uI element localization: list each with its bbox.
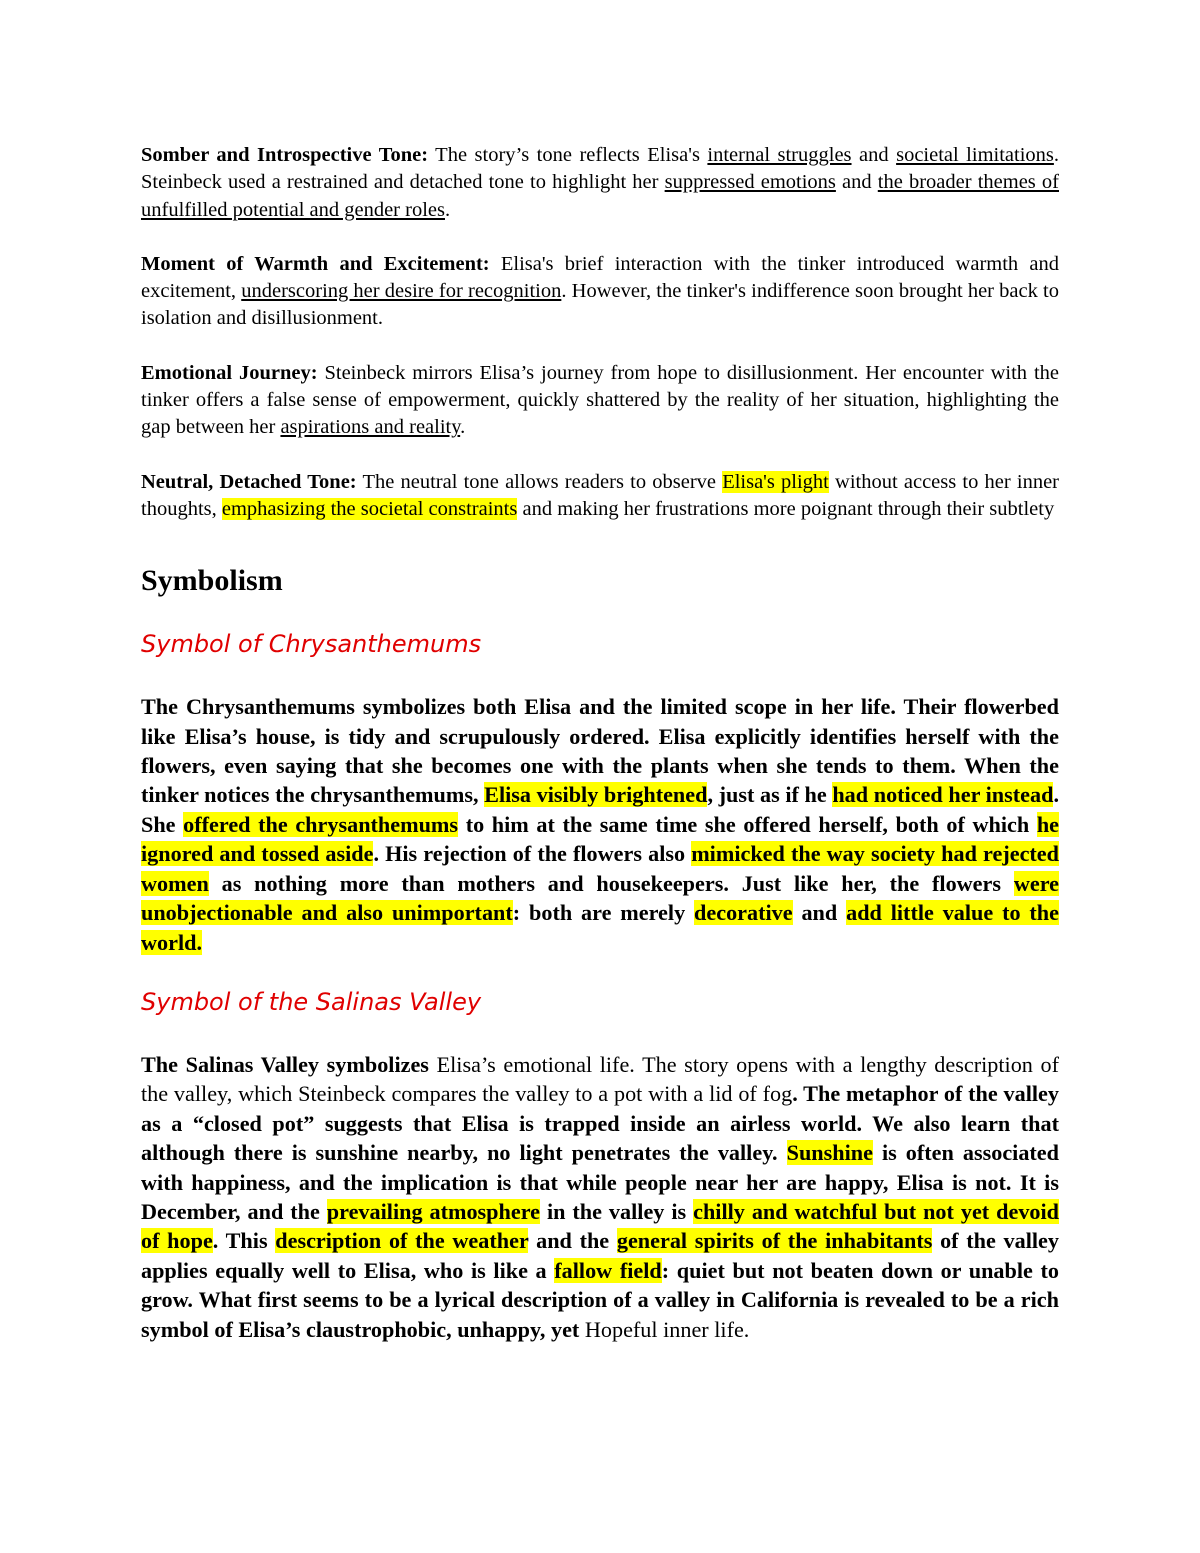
paragraph-emotional-journey: Emotional Journey: Steinbeck mirrors Elisa’s journey from hope to disillusionment. Her encounter with the tinker offers a false sense of empowerment, quickly shattered by the reality of her situation, highlighting the gap between her aspirations and reality. [141,361,1059,439]
highlighted-phrase: prevailing atmosphere [326,1198,541,1224]
term-label: Neutral, Detached Tone: [141,470,357,493]
highlighted-phrase: emphasizing the societal constraints [221,497,518,520]
paragraph-salinas-valley: The Salinas Valley symbolizes Elisa’s emotional life. The story opens with a lengthy description of the valley, which Steinbeck compares the valley to a pot with a lid of fog. The metaphor of the valley as a “closed pot” suggests that Elisa is trapped inside an airless world. We also learn that although there is sunshine nearby, no light penetrates the valley. Sunshine is often associated with happiness, and the implication is that while people near her are happy, Elisa is not. It is December, and the prevailing atmosphere in the valley is chilly and watchful but not yet devoid of hope. This description of the weather and the general spirits of the inhabitants of the valley applies equally well to Elisa, who is like a fallow field: quiet but not beaten down or unable to grow. What first seems to be a lyrical description of a valley in California is revealed to be a rich symbol of Elisa’s claustrophobic, unhappy, yet Hopeful inner life. [141,1051,1060,1342]
highlighted-phrase: Elisa's plight [722,470,829,493]
underlined-phrase: the broader themes of unfulfilled potential and gender roles [141,171,1059,221]
document-body [141,142,1059,1344]
term-label: Emotional Journey: [141,361,318,384]
highlighted-phrase: general spirits of the inhabitants [616,1228,933,1254]
highlighted-phrase: Elisa visibly brightened [484,782,708,808]
underlined-phrase: societal limitations [896,144,1054,166]
underlined-phrase: internal struggles [707,144,852,166]
highlighted-phrase: he ignored and tossed aside [141,811,1059,867]
term-label: Somber and Introspective Tone: [141,144,429,166]
highlighted-phrase: fallow field [554,1257,662,1283]
highlighted-phrase: chilly and watchful but not yet devoid of hope [141,1198,1060,1254]
paragraph-chrysanthemums: The Chrysanthemums symbolizes both Elisa and the limited scope in her life. Their flowerbed like Elisa’s house, is tidy and scrupulously ordered. Elisa explicitly identifies herself with the flowers, even saying that she becomes one with the plants when she tends to them. When the tinker notices the chrysanthemums, Elisa visibly brightened, just as if he had noticed her instead. She offered the chrysanthemums to him at the same time she offered herself, both of which he ignored and tossed aside. His rejection of the flowers also mimicked the way society had rejected women as nothing more than mothers and housekeepers. Just like her, the flowers were unobjectionable and also unimportant: both are merely decorative and add little value to the world. [141,694,1059,955]
highlighted-phrase: decorative [694,900,793,926]
highlighted-phrase: add little value to the world. [141,900,1059,955]
underlined-phrase: suppressed emotions [664,171,836,194]
highlighted-phrase: had noticed her instead [832,782,1054,808]
paragraph-warmth: Moment of Warmth and Excitement: Elisa's brief interaction with the tinker introduced warmth and excitement, underscoring her desire for recognition. However, the tinker's indifference soon brought her back to isolation and disillusionment. [141,252,1059,330]
term-label: Moment of Warmth and Excitement: [141,252,490,275]
highlighted-phrase: offered the chrysanthemums [183,811,459,837]
paragraph-somber-tone: Somber and Introspective Tone: The story’s tone reflects Elisa's internal struggles and societal limitations. Steinbeck used a restrained and detached tone to highlight her suppressed emotions and the broader themes of unfulfilled potential and gender roles. [141,144,1060,221]
highlighted-phrase: Sunshine [786,1140,873,1166]
section-heading-symbolism: Symbolism [141,564,283,598]
highlighted-phrase: description of the weather [275,1228,529,1254]
underlined-phrase: aspirations and reality [280,416,461,439]
underlined-phrase: underscoring her desire for recognition [241,280,562,303]
subheading-chrysanthemums: Symbol of Chrysanthemums [141,630,482,659]
subheading-salinas-valley: Symbol of the Salinas Valley [141,987,482,1016]
highlighted-phrase: were unobjectionable and also unimportant [141,870,1059,926]
paragraph-neutral-tone: Neutral, Detached Tone: The neutral tone allows readers to observe Elisa's plight without access to her inner thoughts, emphasizing the societal constraints and making her frustrations more poignant through their subtlety [141,470,1060,520]
highlighted-phrase: mimicked the way society had rejected women [141,841,1059,896]
